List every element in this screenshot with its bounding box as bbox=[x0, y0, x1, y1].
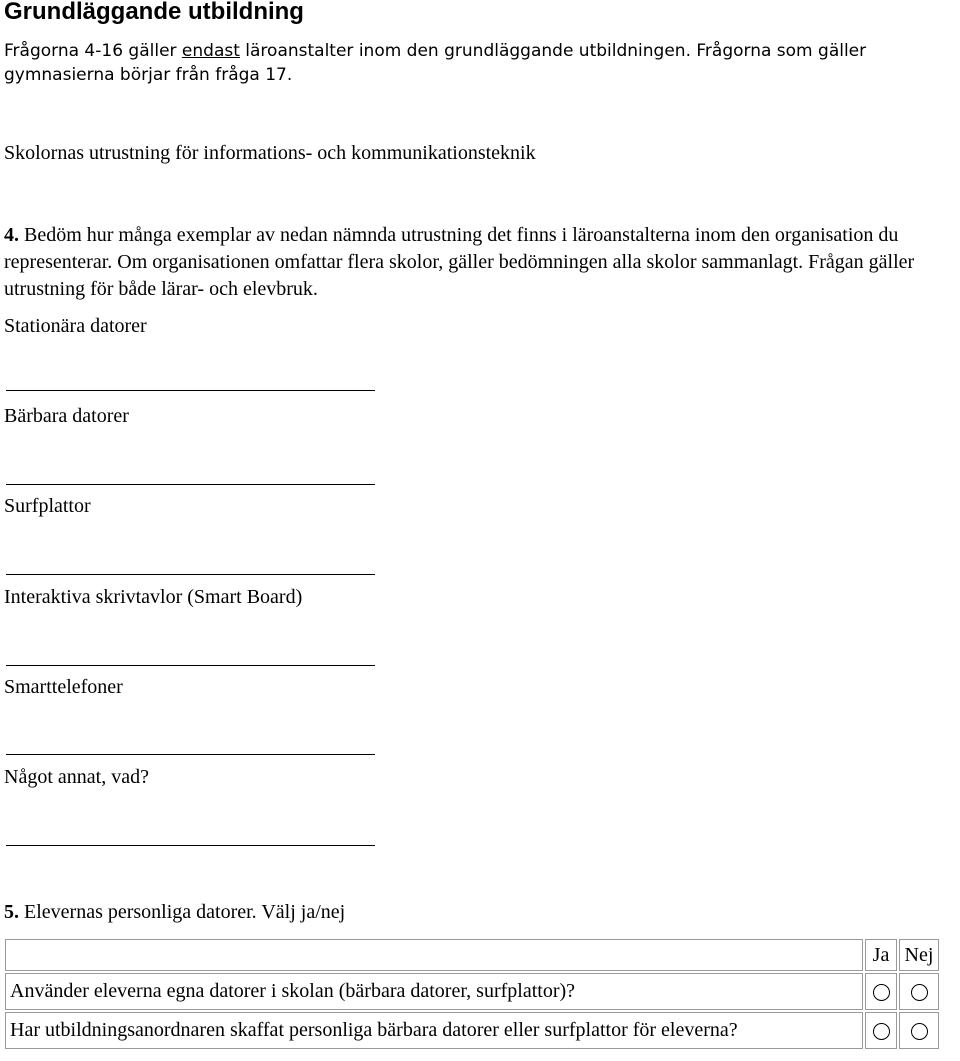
field-input-laptops[interactable] bbox=[6, 461, 375, 485]
section-heading: Skolornas utrustning för informations- och kommunikationsteknik bbox=[4, 142, 536, 164]
intro-text-end: läroanstalter inom den grundläggande utbildningen. Frågorna som gäller gymnasierna börjar från fråga 17. bbox=[4, 41, 867, 85]
radio-yes-own-computers[interactable] bbox=[873, 984, 890, 1001]
question-4-number: 4. bbox=[4, 224, 19, 246]
table-header-row bbox=[5, 939, 939, 971]
radio-no-own-computers[interactable] bbox=[911, 984, 928, 1001]
radio-no-provided-devices[interactable] bbox=[911, 1023, 928, 1040]
table-header-blank bbox=[5, 939, 863, 971]
field-label-stationary-computers: Stationära datorer bbox=[4, 315, 147, 337]
table-row bbox=[5, 973, 939, 1010]
question-5-body: Elevernas personliga datorer. Välj ja/nej bbox=[19, 901, 346, 923]
field-input-stationary-computers[interactable] bbox=[6, 367, 375, 391]
field-label-smartphones: Smarttelefoner bbox=[4, 676, 123, 698]
question-5-row-2-no-cell bbox=[899, 1012, 939, 1049]
field-label-tablets: Surfplattor bbox=[4, 495, 91, 517]
table-row bbox=[5, 1012, 939, 1049]
question-5-number: 5. bbox=[4, 901, 19, 923]
question-5-row-1-yes-cell bbox=[865, 973, 897, 1010]
page-title: Grundläggande utbildning bbox=[4, 0, 304, 25]
field-label-smart-boards: Interaktiva skrivtavlor (Smart Board) bbox=[4, 586, 303, 608]
intro-text bbox=[4, 39, 954, 87]
column-header-no: Nej bbox=[899, 939, 939, 971]
question-5-row-2-text: Har utbildningsanordnaren skaffat personliga bärbara datorer eller surfplattor för eleverna? bbox=[5, 1012, 863, 1049]
question-4-body: Bedöm hur många exemplar av nedan nämnda utrustning det finns i läroanstalterna inom den organisation du representerar. Om organisationen omfattar flera skolor, gäller bedömningen alla skolor sammanlagt. Frågan gäller utrustning för både lärar- och elevbruk. bbox=[4, 224, 915, 300]
radio-yes-provided-devices[interactable] bbox=[873, 1023, 890, 1040]
field-label-other: Något annat, vad? bbox=[4, 766, 149, 788]
question-5-row-1-no-cell bbox=[899, 973, 939, 1010]
question-5-row-2-yes-cell bbox=[865, 1012, 897, 1049]
field-input-tablets[interactable] bbox=[6, 551, 375, 575]
question-5-table bbox=[3, 937, 941, 1051]
question-4-text bbox=[4, 222, 960, 303]
intro-text-emphasis: endast bbox=[181, 41, 240, 61]
field-input-smart-boards[interactable] bbox=[6, 642, 375, 666]
field-input-other[interactable] bbox=[6, 822, 375, 846]
question-5-text bbox=[4, 901, 345, 924]
intro-text-start: Frågorna 4-16 gäller bbox=[4, 41, 182, 61]
field-label-laptops: Bärbara datorer bbox=[4, 405, 129, 427]
question-5-row-1-text: Använder eleverna egna datorer i skolan (bärbara datorer, surfplattor)? bbox=[5, 973, 863, 1010]
field-input-smartphones[interactable] bbox=[6, 731, 375, 755]
column-header-yes: Ja bbox=[865, 939, 897, 971]
